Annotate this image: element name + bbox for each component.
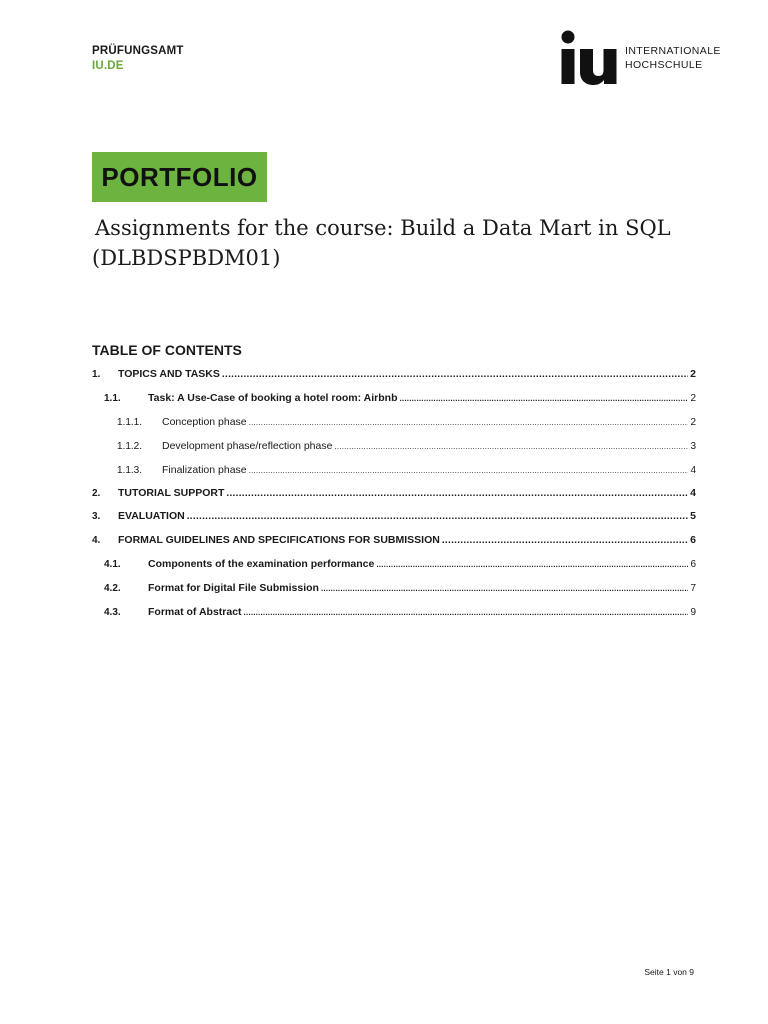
iu-logo-mark <box>560 30 618 86</box>
toc-dot-leader <box>244 608 689 617</box>
toc-entry-page: 2 <box>690 393 696 404</box>
logo-line-2: HOCHSCHULE <box>625 58 703 71</box>
iu-logo-wordmark <box>625 45 721 72</box>
toc-entry[interactable] <box>92 464 696 484</box>
toc-dot-leader <box>226 488 688 499</box>
logo-line-1: INTERNATIONALE <box>625 45 721 57</box>
toc-entry-number: 1.1.1. <box>117 417 143 428</box>
toc-heading: TABLE OF CONTENTS <box>92 342 242 358</box>
page-number-footer: Seite 1 von 9 <box>644 967 694 977</box>
toc-dot-leader <box>249 418 689 427</box>
toc-entry-title: TUTORIAL SUPPORT <box>118 487 225 499</box>
toc-entry[interactable] <box>92 606 696 626</box>
iu-logo <box>560 30 720 86</box>
toc-entry-number: 1. <box>92 369 101 380</box>
toc-entry-title: Format of Abstract <box>148 606 242 618</box>
toc-entry-title: Conception phase <box>162 416 247 428</box>
toc-entry-page: 6 <box>690 534 696 546</box>
toc-entry[interactable] <box>92 582 696 602</box>
toc-entry-number: 2. <box>92 488 101 499</box>
toc-entry-title: FORMAL GUIDELINES AND SPECIFICATIONS FOR SUBMISSION <box>118 534 440 546</box>
toc-entry[interactable] <box>92 368 696 388</box>
exam-office-header <box>92 44 184 74</box>
toc-dot-leader <box>334 442 688 451</box>
toc-entry-title: Development phase/reflection phase <box>162 440 333 452</box>
toc-entry[interactable] <box>92 487 696 507</box>
toc-entry-number: 3. <box>92 511 101 522</box>
assignment-title-line-2: (DLBDSPBDM01) <box>92 246 281 270</box>
toc-entry-page: 6 <box>690 559 696 570</box>
toc-entry-number: 1.1. <box>104 393 121 404</box>
toc-entry-page: 2 <box>690 417 696 428</box>
assignment-title-line-1: Assignments for the course: Build a Data Mart in SQL <box>95 216 671 240</box>
toc-entry-page: 3 <box>690 441 696 452</box>
toc-dot-leader <box>321 584 689 593</box>
toc-dot-leader <box>400 394 689 403</box>
toc-entry-page: 5 <box>690 510 696 522</box>
toc-entry-page: 4 <box>690 465 696 476</box>
toc-entry[interactable] <box>92 416 696 436</box>
toc-entry-page: 9 <box>690 607 696 618</box>
toc-entry-title: Finalization phase <box>162 464 247 476</box>
assignment-title <box>92 213 692 273</box>
toc-dot-leader <box>222 369 688 380</box>
toc-entry-number: 4.3. <box>104 607 121 618</box>
website-link[interactable]: IU.DE <box>92 60 124 72</box>
toc-entry[interactable] <box>92 558 696 578</box>
toc-dot-leader <box>249 466 689 475</box>
toc-entry-number: 4.1. <box>104 559 121 570</box>
toc-dot-leader <box>442 535 688 546</box>
portfolio-badge-label: PORTFOLIO <box>101 161 258 192</box>
toc-entry-title: Components of the examination performance <box>148 558 375 570</box>
toc-dot-leader <box>376 560 688 569</box>
toc-entry-number: 1.1.3. <box>117 465 143 476</box>
toc-entry[interactable] <box>92 392 696 412</box>
toc-entry-title: TOPICS AND TASKS <box>118 368 220 380</box>
toc-entry-page: 2 <box>690 368 696 380</box>
toc-entry-page: 4 <box>690 487 696 499</box>
toc-entry-number: 1.1.2. <box>117 441 143 452</box>
exam-office-name: PRÜFUNGSAMT <box>92 45 184 57</box>
toc-entry[interactable] <box>92 534 696 554</box>
toc-entry[interactable] <box>92 510 696 530</box>
toc-entry-title: EVALUATION <box>118 510 185 522</box>
toc-dot-leader <box>187 511 688 522</box>
toc-entry-number: 4.2. <box>104 583 121 594</box>
portfolio-badge <box>92 152 267 202</box>
toc-entry-title: Format for Digital File Submission <box>148 582 319 594</box>
toc-entry-page: 7 <box>690 583 696 594</box>
toc-entry-number: 4. <box>92 535 101 546</box>
toc-entry[interactable] <box>92 440 696 460</box>
toc-entry-title: Task: A Use-Case of booking a hotel room: Airbnb <box>148 392 398 404</box>
